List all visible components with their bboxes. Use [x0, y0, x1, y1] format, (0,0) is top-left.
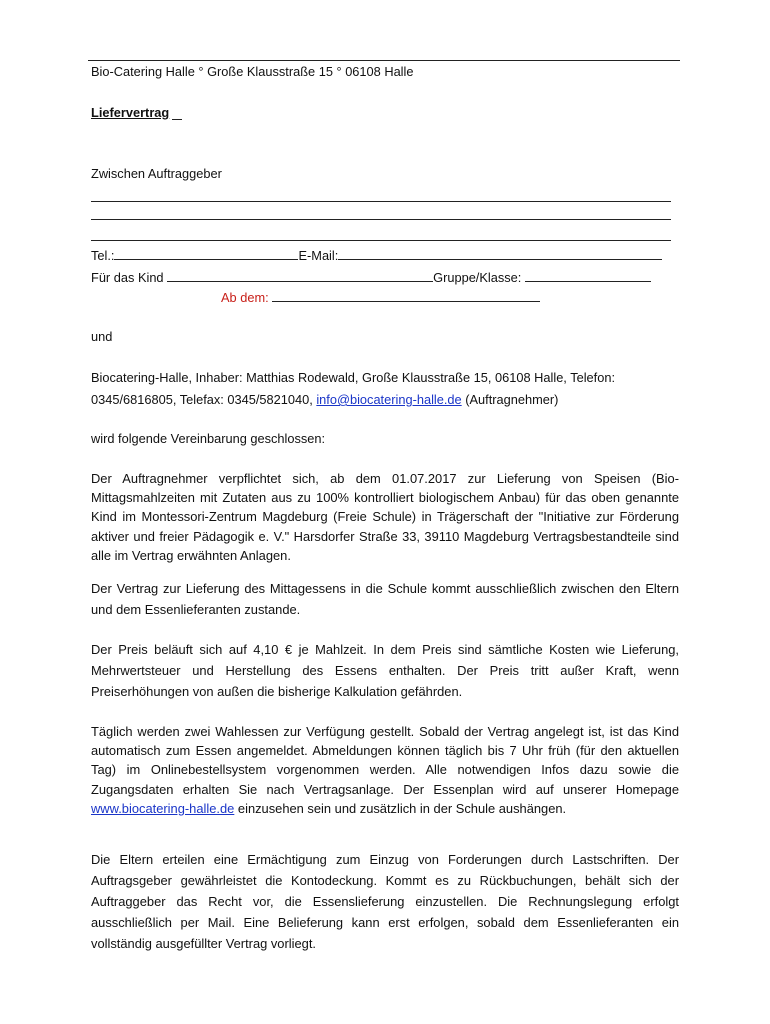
- contractor-phone-fax: 0345/6816805, Telefax: 0345/5821040,: [91, 392, 313, 407]
- client-label: Zwischen Auftraggeber: [91, 166, 222, 181]
- start-date-label: Ab dem:: [221, 290, 269, 305]
- email-blank[interactable]: [338, 247, 662, 260]
- contractor-role: (Auftragnehmer): [465, 392, 559, 407]
- meals-ordering-text-end: einzusehen sein und zusätzlich in der Schule aushängen.: [237, 800, 567, 816]
- email-label: E-Mail:: [298, 248, 339, 263]
- client-name-blank[interactable]: [91, 201, 671, 202]
- start-date-row: [221, 289, 540, 306]
- contractor-line-1: Biocatering-Halle, Inhaber: Matthias Rodewald, Große Klausstraße 15, 06108 Halle, Telefon:: [91, 370, 616, 385]
- tel-row: [91, 247, 662, 264]
- paragraph-delivery-obligation: Der Auftragnehmer verpflichtet sich, ab dem 01.07.2017 zur Lieferung von Speisen (Bio-Mittagsmahlzeiten mit Zutaten aus zu 100% kontrolliert biologischem Anbau) für das oben genannte Kind im Montessori-Zentrum Magdeburg (Freie Schule) in Trägerschaft der "Initiative zur Förderung aktiver und freier Pädagogik e. V." Harsdorfer Straße 33, 39110 Magdeburg Vertragsbestandteile sind alle im Vertrag erwähnten Anlagen.: [91, 471, 679, 563]
- homepage-link[interactable]: www.biocatering-halle.de: [91, 800, 235, 816]
- paragraph-price: Der Preis beläuft sich auf 4,10 € je Mahlzeit. In dem Preis sind sämtliche Kosten wie Lieferung, Mehrwertsteuer und Herstellung des Essens enthalten. Der Preis tritt außer Kraft, wenn Preiserhöhungen von außen die bisherige Kalkulation gefährden.: [91, 642, 679, 699]
- start-date-blank[interactable]: [272, 289, 540, 302]
- title-underline-extension: [172, 105, 182, 120]
- document-title: Liefervertrag: [91, 105, 170, 120]
- group-blank[interactable]: [525, 269, 651, 282]
- company-address-header: Bio-Catering Halle ° Große Klausstraße 15 ° 06108 Halle: [91, 64, 414, 79]
- contractor-line-2: [91, 392, 558, 408]
- header-rule: [88, 60, 680, 61]
- child-name-blank[interactable]: [167, 269, 433, 282]
- client-address-blank-1[interactable]: [91, 219, 671, 220]
- paragraph-meals-ordering: [91, 722, 679, 818]
- group-label: Gruppe/Klasse:: [433, 270, 522, 285]
- meals-ordering-text: Täglich werden zwei Wahlessen zur Verfügung gestellt. Sobald der Vertrag angelegt ist, ist das Kind automatisch zum Essen angemeldet. Abmeldungen können täglich bis 7 Uhr früh (für den aktuellen Tag) im Onlinebestellsystem vorgenommen werden. Alle notwendigen Infos dazu sowie die Zugangsdaten erhalten Sie nach Vertragsanlage. Der Essenplan wird auf unserer Homepage: [91, 724, 679, 797]
- child-label: Für das Kind: [91, 270, 164, 285]
- client-address-blank-2[interactable]: [91, 240, 671, 241]
- child-row: [91, 269, 651, 286]
- tel-blank[interactable]: [114, 247, 298, 260]
- contractor-email-link[interactable]: info@biocatering-halle.de: [316, 392, 462, 407]
- agreement-intro: wird folgende Vereinbarung geschlossen:: [91, 431, 326, 446]
- paragraph-direct-debit: Die Eltern erteilen eine Ermächtigung zum Einzug von Forderungen durch Lastschriften. Der Auftragsgeber gewährleistet die Kontodeckung. Kommt es zu Rückbuchungen, behält sich der Auftraggeber das Recht vor, die Essenslieferung einzustellen. Die Rechnungslegung erfolgt ausschließlich per Mail. Eine Belieferung kann erst erfolgen, sobald dem Essenlieferanten ein vollständig ausgefüllter Vertrag vorliegt.: [91, 852, 679, 951]
- paragraph-contract-parties: Der Vertrag zur Lieferung des Mittagessens in die Schule kommt ausschließlich zwischen den Eltern und dem Essenlieferanten zustande.: [91, 581, 679, 617]
- tel-label: Tel.:: [91, 248, 115, 263]
- und-text: und: [91, 329, 113, 344]
